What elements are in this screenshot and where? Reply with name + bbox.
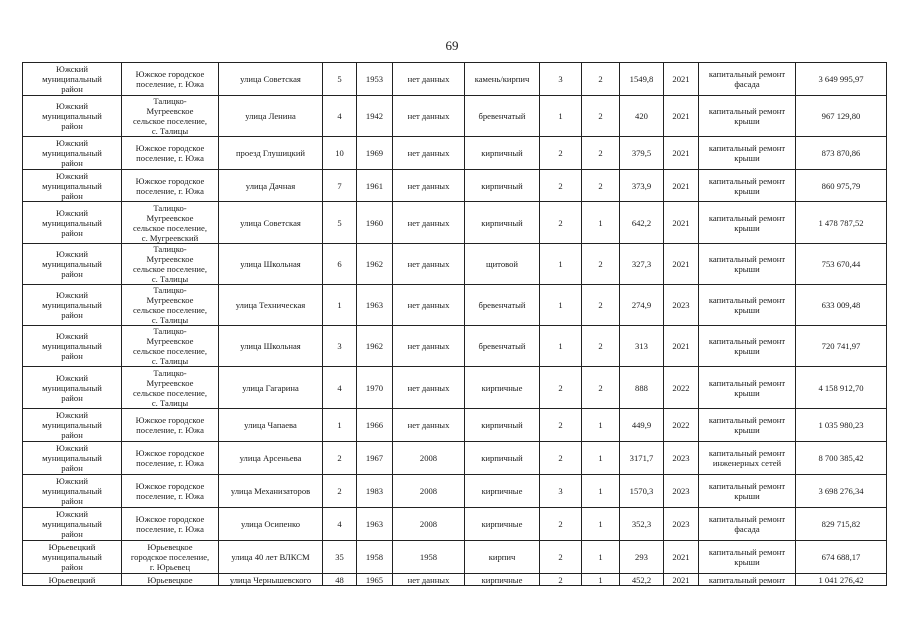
cell-work: капитальный ремонт инженерных сетей — [699, 442, 796, 475]
cell-renov: нет данных — [393, 285, 465, 326]
cell-district: Южский муниципальный район — [23, 137, 122, 170]
cell-district: Южский муниципальный район — [23, 202, 122, 244]
cell-house: 4 — [323, 508, 357, 541]
cell-work: капитальный ремонт крыши — [699, 409, 796, 442]
cell-built: 1963 — [357, 285, 393, 326]
cell-area: 452,2 — [620, 574, 664, 586]
cell-area: 373,9 — [620, 170, 664, 202]
cell-year: 2022 — [664, 409, 699, 442]
cell-district: Южский муниципальный район — [23, 442, 122, 475]
cell-street: улица Механизаторов — [219, 475, 323, 508]
cell-district: Южский муниципальный район — [23, 475, 122, 508]
cell-entrances: 2 — [582, 170, 620, 202]
cell-street: улица Чернышевского — [219, 574, 323, 586]
cell-year: 2021 — [664, 574, 699, 586]
cell-house: 48 — [323, 574, 357, 586]
cell-house: 2 — [323, 475, 357, 508]
cell-year: 2023 — [664, 285, 699, 326]
cell-built: 1958 — [357, 541, 393, 574]
cell-house: 7 — [323, 170, 357, 202]
cell-walls: кирпичные — [465, 475, 540, 508]
cell-cost: 720 741,97 — [796, 326, 887, 367]
cell-built: 1961 — [357, 170, 393, 202]
cell-year: 2021 — [664, 202, 699, 244]
cell-area: 888 — [620, 367, 664, 409]
cell-renov: нет данных — [393, 326, 465, 367]
housing-repair-table — [22, 62, 887, 586]
cell-work: капитальный ремонт крыши — [699, 475, 796, 508]
cell-work: капитальный ремонт фасада — [699, 63, 796, 96]
cell-renov: 2008 — [393, 442, 465, 475]
cell-walls: кирпичный — [465, 137, 540, 170]
cell-cost: 4 158 912,70 — [796, 367, 887, 409]
cell-cost: 1 478 787,52 — [796, 202, 887, 244]
cell-cost: 829 715,82 — [796, 508, 887, 541]
cell-house: 1 — [323, 285, 357, 326]
cell-built: 1942 — [357, 96, 393, 137]
cell-settlement: Южское городское поселение, г. Южа — [122, 137, 219, 170]
cell-settlement: Талицко- Мугреевское сельское поселение, с. Талицы — [122, 96, 219, 137]
cell-walls: кирпичные — [465, 508, 540, 541]
cell-walls: кирпичные — [465, 574, 540, 586]
cell-walls: бревенчатый — [465, 326, 540, 367]
cell-built: 1962 — [357, 244, 393, 285]
cell-floors: 3 — [540, 63, 582, 96]
cell-street: улица Осипенко — [219, 508, 323, 541]
cell-settlement: Южское городское поселение, г. Южа — [122, 63, 219, 96]
cell-work: капитальный ремонт — [699, 574, 796, 586]
cell-year: 2021 — [664, 326, 699, 367]
table-row — [23, 96, 887, 137]
cell-area: 274,9 — [620, 285, 664, 326]
cell-floors: 2 — [540, 442, 582, 475]
cell-area: 449,9 — [620, 409, 664, 442]
cell-entrances: 2 — [582, 367, 620, 409]
cell-cost: 674 688,17 — [796, 541, 887, 574]
table-row — [23, 326, 887, 367]
cell-street: улица Техническая — [219, 285, 323, 326]
cell-house: 5 — [323, 63, 357, 96]
cell-house: 3 — [323, 326, 357, 367]
cell-street: улица Советская — [219, 63, 323, 96]
cell-work: капитальный ремонт крыши — [699, 326, 796, 367]
cell-district: Юрьевецкий муниципальный район — [23, 541, 122, 574]
table-row — [23, 442, 887, 475]
cell-walls: кирпич — [465, 541, 540, 574]
cell-walls: бревенчатый — [465, 285, 540, 326]
cell-cost: 860 975,79 — [796, 170, 887, 202]
cell-renov: 2008 — [393, 475, 465, 508]
cell-walls: кирпичный — [465, 409, 540, 442]
cell-floors: 2 — [540, 508, 582, 541]
cell-floors: 2 — [540, 367, 582, 409]
cell-area: 293 — [620, 541, 664, 574]
cell-renov: нет данных — [393, 409, 465, 442]
cell-street: улица Ленина — [219, 96, 323, 137]
cell-built: 1962 — [357, 326, 393, 367]
table-row — [23, 367, 887, 409]
cell-cost: 967 129,80 — [796, 96, 887, 137]
table-row — [23, 541, 887, 574]
cell-built: 1960 — [357, 202, 393, 244]
cell-settlement: Южское городское поселение, г. Южа — [122, 409, 219, 442]
cell-floors: 1 — [540, 96, 582, 137]
cell-street: улица Арсеньева — [219, 442, 323, 475]
cell-settlement: Талицко- Мугреевское сельское поселение, с. Талицы — [122, 244, 219, 285]
table-row — [23, 170, 887, 202]
cell-renov: нет данных — [393, 137, 465, 170]
cell-renov: 2008 — [393, 508, 465, 541]
cell-area: 379,5 — [620, 137, 664, 170]
cell-work: капитальный ремонт крыши — [699, 244, 796, 285]
table-body — [23, 63, 887, 586]
cell-street: улица Чапаева — [219, 409, 323, 442]
cell-entrances: 2 — [582, 137, 620, 170]
cell-built: 1969 — [357, 137, 393, 170]
cell-entrances: 2 — [582, 326, 620, 367]
cell-floors: 2 — [540, 202, 582, 244]
cell-settlement: Южское городское поселение, г. Южа — [122, 508, 219, 541]
cell-settlement: Юрьевецкое городское поселение, г. Юрьевец — [122, 541, 219, 574]
cell-area: 420 — [620, 96, 664, 137]
cell-walls: камень/кирпич — [465, 63, 540, 96]
cell-district: Южский муниципальный район — [23, 367, 122, 409]
cell-district: Южский муниципальный район — [23, 244, 122, 285]
cell-year: 2021 — [664, 541, 699, 574]
cell-built: 1965 — [357, 574, 393, 586]
cell-renov: нет данных — [393, 244, 465, 285]
cell-year: 2022 — [664, 367, 699, 409]
cell-entrances: 1 — [582, 508, 620, 541]
cell-house: 1 — [323, 409, 357, 442]
cell-walls: кирпичный — [465, 442, 540, 475]
cell-district: Южский муниципальный район — [23, 170, 122, 202]
cell-area: 1570,3 — [620, 475, 664, 508]
cell-floors: 2 — [540, 409, 582, 442]
cell-cost: 3 698 276,34 — [796, 475, 887, 508]
cell-year: 2021 — [664, 137, 699, 170]
cell-floors: 1 — [540, 326, 582, 367]
cell-year: 2021 — [664, 96, 699, 137]
cell-area: 1549,8 — [620, 63, 664, 96]
cell-district: Южский муниципальный район — [23, 96, 122, 137]
cell-work: капитальный ремонт крыши — [699, 541, 796, 574]
cell-built: 1967 — [357, 442, 393, 475]
cell-renov: нет данных — [393, 574, 465, 586]
cell-walls: кирпичные — [465, 367, 540, 409]
cell-built: 1983 — [357, 475, 393, 508]
cell-district: Южский муниципальный район — [23, 409, 122, 442]
cell-work: капитальный ремонт крыши — [699, 367, 796, 409]
table-row — [23, 574, 887, 586]
cell-year: 2021 — [664, 63, 699, 96]
cell-work: капитальный ремонт крыши — [699, 170, 796, 202]
cell-cost: 1 035 980,23 — [796, 409, 887, 442]
cell-walls: щитовой — [465, 244, 540, 285]
cell-district: Юрьевецкий — [23, 574, 122, 586]
cell-built: 1963 — [357, 508, 393, 541]
cell-built: 1966 — [357, 409, 393, 442]
cell-floors: 1 — [540, 244, 582, 285]
table-row — [23, 409, 887, 442]
cell-entrances: 1 — [582, 409, 620, 442]
table-row — [23, 137, 887, 170]
cell-street: проезд Глушицкий — [219, 137, 323, 170]
cell-settlement: Талицко- Мугреевское сельское поселение, с. Мугреевский — [122, 202, 219, 244]
cell-entrances: 2 — [582, 285, 620, 326]
cell-house: 2 — [323, 442, 357, 475]
cell-floors: 2 — [540, 170, 582, 202]
table-row — [23, 244, 887, 285]
cell-area: 327,3 — [620, 244, 664, 285]
cell-area: 642,2 — [620, 202, 664, 244]
cell-house: 10 — [323, 137, 357, 170]
cell-built: 1970 — [357, 367, 393, 409]
cell-entrances: 2 — [582, 63, 620, 96]
cell-street: улица Школьная — [219, 244, 323, 285]
cell-area: 3171,7 — [620, 442, 664, 475]
cell-district: Южский муниципальный район — [23, 326, 122, 367]
cell-year: 2023 — [664, 475, 699, 508]
cell-floors: 1 — [540, 285, 582, 326]
cell-year: 2023 — [664, 442, 699, 475]
cell-floors: 3 — [540, 475, 582, 508]
table-row — [23, 475, 887, 508]
cell-settlement: Южское городское поселение, г. Южа — [122, 475, 219, 508]
cell-renov: нет данных — [393, 170, 465, 202]
cell-year: 2023 — [664, 508, 699, 541]
cell-renov: нет данных — [393, 202, 465, 244]
cell-district: Южский муниципальный район — [23, 63, 122, 96]
cell-entrances: 1 — [582, 475, 620, 508]
cell-work: капитальный ремонт крыши — [699, 202, 796, 244]
cell-work: капитальный ремонт крыши — [699, 137, 796, 170]
cell-area: 313 — [620, 326, 664, 367]
cell-year: 2021 — [664, 170, 699, 202]
cell-entrances: 1 — [582, 442, 620, 475]
cell-renov: нет данных — [393, 96, 465, 137]
cell-cost: 633 009,48 — [796, 285, 887, 326]
cell-settlement: Талицко- Мугреевское сельское поселение, с. Талицы — [122, 326, 219, 367]
cell-entrances: 2 — [582, 244, 620, 285]
page-number: 69 — [445, 38, 459, 53]
cell-floors: 2 — [540, 574, 582, 586]
cell-entrances: 2 — [582, 96, 620, 137]
table-row — [23, 285, 887, 326]
cell-house: 4 — [323, 367, 357, 409]
cell-cost: 753 670,44 — [796, 244, 887, 285]
cell-cost: 873 870,86 — [796, 137, 887, 170]
cell-built: 1953 — [357, 63, 393, 96]
cell-year: 2021 — [664, 244, 699, 285]
cell-cost: 8 700 385,42 — [796, 442, 887, 475]
cell-entrances: 1 — [582, 541, 620, 574]
table-row — [23, 508, 887, 541]
cell-house: 6 — [323, 244, 357, 285]
cell-walls: бревенчатый — [465, 96, 540, 137]
cell-work: капитальный ремонт крыши — [699, 285, 796, 326]
cell-street: улица 40 лет ВЛКСМ — [219, 541, 323, 574]
cell-cost: 1 041 276,42 — [796, 574, 887, 586]
cell-entrances: 1 — [582, 202, 620, 244]
cell-work: капитальный ремонт фасада — [699, 508, 796, 541]
cell-entrances: 1 — [582, 574, 620, 586]
cell-house: 4 — [323, 96, 357, 137]
cell-work: капитальный ремонт крыши — [699, 96, 796, 137]
cell-floors: 2 — [540, 541, 582, 574]
cell-house: 5 — [323, 202, 357, 244]
cell-walls: кирпичный — [465, 170, 540, 202]
cell-renov: нет данных — [393, 367, 465, 409]
cell-district: Южский муниципальный район — [23, 285, 122, 326]
cell-settlement: Южское городское поселение, г. Южа — [122, 170, 219, 202]
cell-district: Южский муниципальный район — [23, 508, 122, 541]
cell-house: 35 — [323, 541, 357, 574]
cell-street: улица Гагарина — [219, 367, 323, 409]
cell-renov: нет данных — [393, 63, 465, 96]
cell-street: улица Советская — [219, 202, 323, 244]
cell-street: улица Школьная — [219, 326, 323, 367]
cell-cost: 3 649 995,97 — [796, 63, 887, 96]
table-row — [23, 63, 887, 96]
cell-settlement: Юрьевецкое — [122, 574, 219, 586]
table-row — [23, 202, 887, 244]
cell-area: 352,3 — [620, 508, 664, 541]
cell-street: улица Дачная — [219, 170, 323, 202]
cell-walls: кирпичный — [465, 202, 540, 244]
cell-settlement: Талицко- Мугреевское сельское поселение, с. Талицы — [122, 285, 219, 326]
cell-settlement: Талицко- Мугреевское сельское поселение, с. Талицы — [122, 367, 219, 409]
cell-settlement: Южское городское поселение, г. Южа — [122, 442, 219, 475]
cell-renov: 1958 — [393, 541, 465, 574]
cell-floors: 2 — [540, 137, 582, 170]
